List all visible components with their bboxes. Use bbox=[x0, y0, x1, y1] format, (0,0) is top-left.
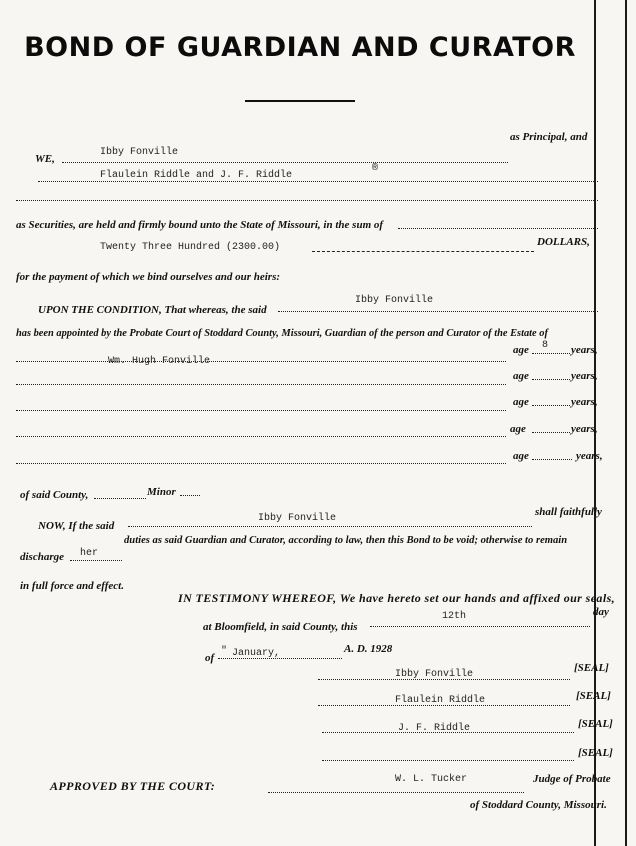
we-label: WE, bbox=[35, 153, 55, 165]
principal-line bbox=[62, 162, 508, 163]
age-line-3 bbox=[532, 405, 570, 406]
age-label-5: age bbox=[513, 450, 529, 462]
years-label-5: years, bbox=[576, 450, 603, 462]
approved-label: APPROVED BY THE COURT: bbox=[50, 779, 216, 793]
duties-label: duties as said Guardian and Curator, according to law, then this Bond to be void; otherwise to remain bbox=[124, 535, 568, 546]
appointed-label: has been appointed by the Probate Court of Stoddard County, Missouri, Guardian of the person and Curator of the Estate of bbox=[16, 328, 548, 339]
pronoun-line bbox=[70, 560, 122, 561]
signature-3: J. F. Riddle bbox=[398, 723, 471, 734]
of-said-county-label: of said County, bbox=[20, 489, 89, 501]
county-footer: of Stoddard County, Missouri. bbox=[470, 799, 607, 811]
at-place-label: at Bloomfield, in said County, this bbox=[203, 621, 358, 633]
age-line-5 bbox=[532, 459, 572, 460]
ward-line-2 bbox=[16, 384, 506, 385]
guardian-line bbox=[278, 311, 598, 312]
guardian-name: Ibby Fonville bbox=[355, 295, 434, 306]
testimony-label: IN TESTIMONY WHEREOF, We have hereto set our hands and affixed our seals, bbox=[178, 591, 616, 605]
age-label-3: age bbox=[513, 396, 529, 408]
month-mark: " bbox=[221, 646, 228, 657]
ward-name: Wm. Hugh Fonville bbox=[108, 356, 211, 367]
age-label-1: age bbox=[513, 344, 529, 356]
sum-amount: Twenty Three Hundred (2300.00) bbox=[100, 242, 281, 253]
years-label-2: years, bbox=[571, 370, 598, 382]
discharge-label: discharge bbox=[20, 551, 64, 563]
judge-label: Judge of Probate bbox=[533, 773, 611, 785]
signature-2: Flaulein Riddle bbox=[395, 695, 486, 706]
years-label-3: years, bbox=[571, 396, 598, 408]
judge-name: W. L. Tucker bbox=[395, 774, 468, 785]
age-line-1 bbox=[532, 353, 570, 354]
page-edge-right bbox=[625, 0, 627, 846]
ward-line-5 bbox=[16, 463, 506, 464]
signature-1: Ibby Fonville bbox=[395, 669, 474, 680]
sum-line-1 bbox=[398, 228, 598, 229]
years-label-4: years, bbox=[571, 423, 598, 435]
pronoun: her bbox=[80, 548, 99, 559]
minor-line bbox=[180, 495, 200, 496]
age-label-2: age bbox=[513, 370, 529, 382]
dollars-label: DOLLARS, bbox=[537, 236, 590, 248]
now-name-line bbox=[128, 526, 532, 527]
full-force-label: in full force and effect. bbox=[20, 580, 124, 592]
payment-label: for the payment of which we bind ourselves and our heirs: bbox=[16, 271, 281, 283]
seal-label-1: [SEAL] bbox=[574, 662, 609, 674]
minor-label: Minor bbox=[147, 486, 176, 498]
ad-label: A. D. 1928 bbox=[344, 643, 393, 655]
ward-line-4 bbox=[16, 436, 506, 437]
seal-label-4: [SEAL] bbox=[578, 747, 613, 759]
month-value: January, bbox=[232, 648, 281, 659]
ward-line-3 bbox=[16, 410, 506, 411]
years-label-1: years, bbox=[571, 344, 598, 356]
of-label: of bbox=[205, 652, 215, 664]
age-label-4: age bbox=[510, 423, 526, 435]
day-value: 12th bbox=[442, 611, 467, 622]
sum-dash-line bbox=[312, 251, 534, 252]
securities-label: as Securities, are held and firmly bound unto the State of Missouri, in the sum of bbox=[16, 219, 384, 231]
shall-faithfully-label: shall faithfully bbox=[535, 506, 602, 518]
securities-line-1 bbox=[38, 181, 598, 182]
registered-mark: ® bbox=[372, 163, 379, 174]
age-line-2 bbox=[532, 379, 570, 380]
day-label: day bbox=[593, 606, 609, 618]
title-rule bbox=[245, 100, 355, 102]
judge-line bbox=[268, 792, 524, 793]
condition-label: UPON THE CONDITION, That whereas, the said bbox=[38, 304, 267, 316]
document-title: BOND OF GUARDIAN AND CURATOR bbox=[24, 32, 576, 63]
age-line-4 bbox=[532, 432, 570, 433]
county-line bbox=[94, 498, 146, 499]
day-line bbox=[370, 626, 590, 627]
seal-label-3: [SEAL] bbox=[578, 718, 613, 730]
ward-age: 8 bbox=[542, 340, 549, 351]
securities-names: Flaulein Riddle and J. F. Riddle bbox=[100, 170, 293, 181]
now-name: Ibby Fonville bbox=[258, 513, 337, 524]
signature-line-4 bbox=[322, 760, 574, 761]
now-if-label: NOW, If the said bbox=[38, 520, 115, 532]
securities-line-2 bbox=[16, 200, 598, 201]
ward-line-1 bbox=[16, 361, 506, 362]
as-principal-label: as Principal, and bbox=[510, 131, 588, 143]
principal-name: Ibby Fonville bbox=[100, 147, 179, 158]
seal-label-2: [SEAL] bbox=[576, 690, 611, 702]
